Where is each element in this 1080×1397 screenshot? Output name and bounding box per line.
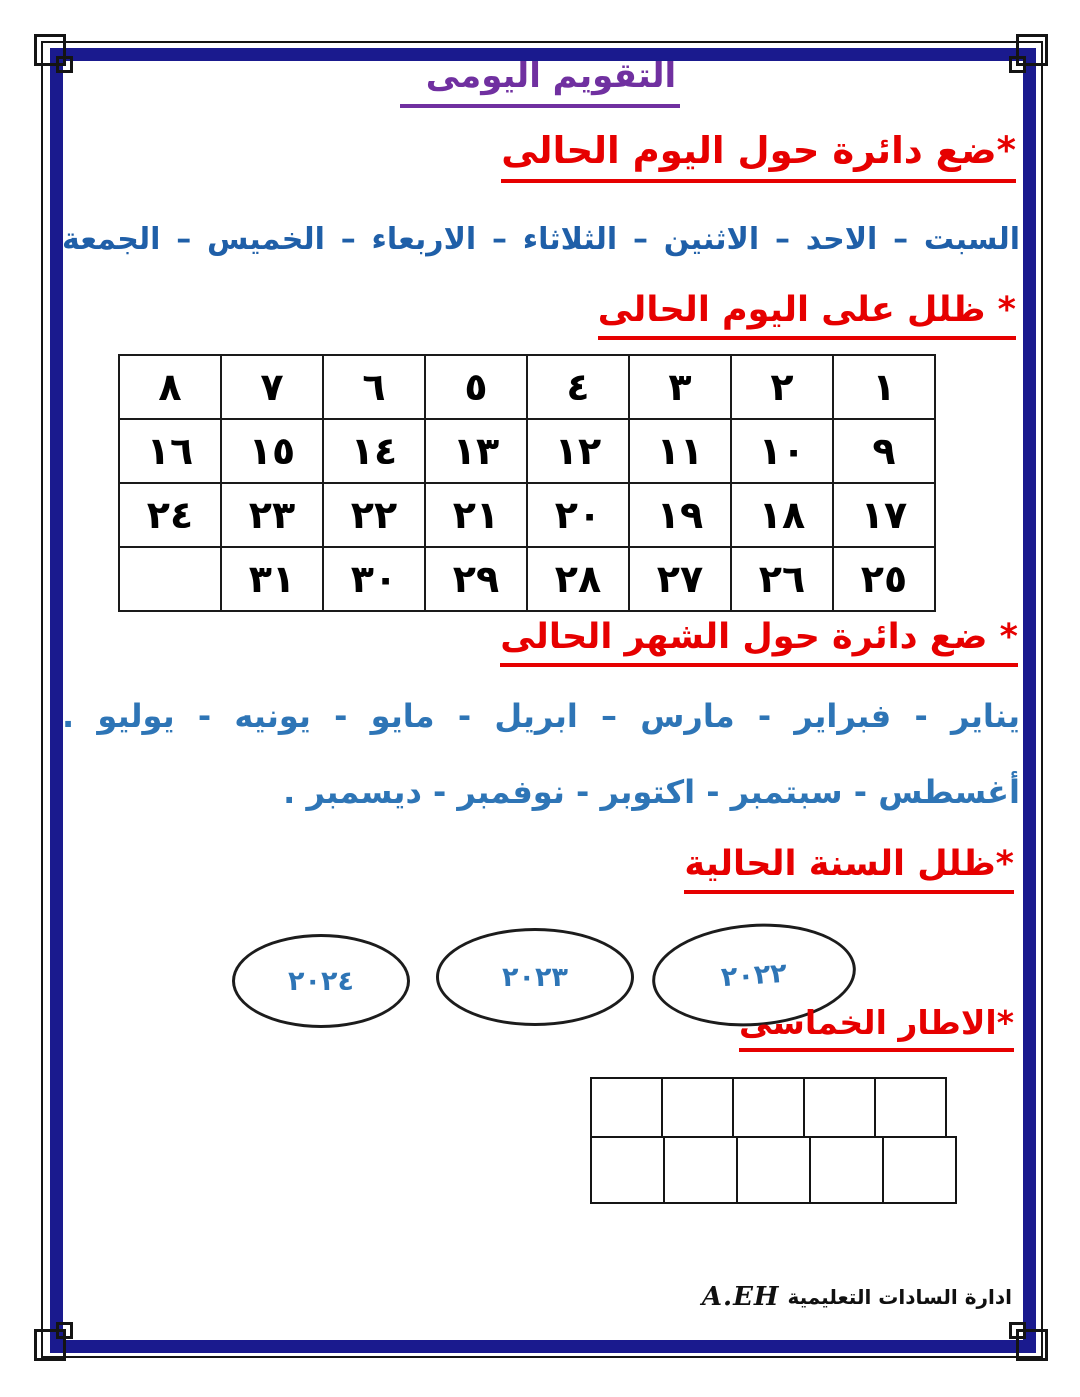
calendar-row-3 — [119, 483, 935, 547]
footer-administration-text: ادارة السادات التعليمية — [787, 1285, 1012, 1309]
calendar-day-cell: ٨ — [119, 355, 221, 419]
calendar-day-cell: ٢٢ — [323, 483, 425, 547]
footer — [702, 1282, 1012, 1312]
heading-five-frame-text: *الاطار الخماسى — [739, 1004, 1014, 1052]
page-title: التقويم اليومى — [400, 56, 680, 108]
calendar-row-2 — [119, 419, 935, 483]
five-frame-cell — [736, 1136, 811, 1204]
five-frame-cell — [803, 1077, 876, 1140]
heading-shade-current-year-text: *ظلل السنة الحالية — [684, 844, 1014, 894]
calendar-row-1 — [119, 355, 935, 419]
heading-shade-current-year — [684, 844, 1014, 894]
title-row — [0, 56, 1080, 96]
five-frame-cell — [732, 1077, 805, 1140]
calendar-day-cell: ١٨ — [731, 483, 833, 547]
calendar-day-cell: ٢٧ — [629, 547, 731, 611]
calendar-day-cell: ٣٠ — [323, 547, 425, 611]
five-frame-cell — [874, 1077, 947, 1140]
calendar-day-cell: ٦ — [323, 355, 425, 419]
calendar-day-cell: ٢ — [731, 355, 833, 419]
calendar-day-cell: ٢٥ — [833, 547, 935, 611]
calendar-table — [118, 354, 936, 612]
calendar-day-cell: ١٦ — [119, 419, 221, 483]
calendar-day-cell: ٥ — [425, 355, 527, 419]
frame-corner-ornament-bottom-left — [34, 1329, 66, 1361]
calendar-day-cell: ٢٣ — [221, 483, 323, 547]
calendar-day-cell: ٢٠ — [527, 483, 629, 547]
calendar-day-cell: ٢٨ — [527, 547, 629, 611]
heading-circle-current-day — [501, 130, 1016, 183]
calendar-day-cell: ١٠ — [731, 419, 833, 483]
footer-signature: A.EH — [701, 1282, 780, 1312]
five-frame-cell — [882, 1136, 957, 1204]
calendar-day-cell: ٣١ — [221, 547, 323, 611]
year-label-2024: ٢٠٢٤ — [288, 965, 354, 997]
calendar-day-cell: ٧ — [221, 355, 323, 419]
calendar-day-cell: ١ — [833, 355, 935, 419]
heading-five-frame — [739, 1004, 1014, 1052]
year-label-2023: ٢٠٢٣ — [502, 961, 568, 993]
heading-circle-current-day-text: *ضع دائرة حول اليوم الحالى — [501, 130, 1016, 183]
heading-circle-current-month — [500, 617, 1018, 667]
year-oval-2024 — [232, 934, 410, 1028]
calendar-day-cell: ٢٩ — [425, 547, 527, 611]
calendar-day-cell: ٩ — [833, 419, 935, 483]
year-label-2022: ٢٠٢٢ — [720, 957, 788, 993]
months-line-2: أغسطس - سبتمبر - اكتوبر - نوفمبر - ديسمبر . — [283, 773, 1020, 811]
calendar-day-cell: ١٣ — [425, 419, 527, 483]
calendar-day-cell: ١٩ — [629, 483, 731, 547]
five-frame-cell — [590, 1077, 663, 1140]
calendar-day-cell: ١٤ — [323, 419, 425, 483]
heading-shade-current-day-text: * ظلل على اليوم الحالى — [598, 290, 1016, 340]
five-frame-row-2 — [590, 1136, 957, 1204]
frame-corner-ornament-bottom-right — [1016, 1329, 1048, 1361]
year-oval-2023 — [436, 928, 634, 1026]
calendar-day-cell: ١١ — [629, 419, 731, 483]
heading-shade-current-day — [598, 290, 1016, 340]
days-of-week-line: السبت – الاحد – الاثنين – الثلاثاء – الاربعاء – الخميس – الجمعة — [62, 222, 1020, 257]
five-frame-cell — [590, 1136, 665, 1204]
calendar-day-cell: ٢١ — [425, 483, 527, 547]
calendar-table-body — [119, 355, 935, 611]
heading-circle-current-month-text: * ضع دائرة حول الشهر الحالى — [500, 617, 1018, 667]
calendar-day-cell-empty — [119, 547, 221, 611]
calendar-row-4 — [119, 547, 935, 611]
calendar-day-cell: ١٥ — [221, 419, 323, 483]
months-line-1: يناير - فبراير - مارس – ابريل - مايو - يونيه - يوليو . — [62, 697, 1020, 735]
five-frame-cell — [661, 1077, 734, 1140]
calendar-day-cell: ١٧ — [833, 483, 935, 547]
calendar-day-cell: ٣ — [629, 355, 731, 419]
five-frame-row-1 — [590, 1077, 947, 1140]
five-frame-cell — [663, 1136, 738, 1204]
calendar-day-cell: ٢٦ — [731, 547, 833, 611]
calendar-day-cell: ١٢ — [527, 419, 629, 483]
calendar-day-cell: ٤ — [527, 355, 629, 419]
five-frame-cell — [809, 1136, 884, 1204]
calendar-day-cell: ٢٤ — [119, 483, 221, 547]
